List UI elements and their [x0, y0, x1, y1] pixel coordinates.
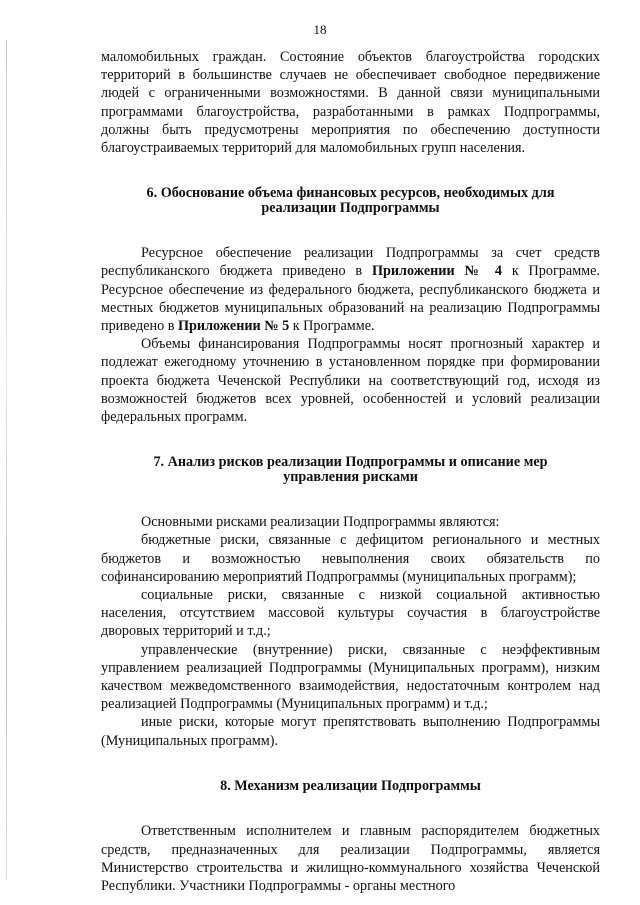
text-run: к Программе. Ресурсное обеспечение из федерального бюджета, республиканского бюджета и местных бюджетов муниципальных образований на реализацию Подпрограммы приведено в — [101, 263, 600, 335]
intro-paragraph: маломобильных граждан. Состояние объектов благоустройства городских территорий в большинстве случаев не обеспечивает свободное передвижение людей с ограниченными возможностями. В данной связи муниципальными программами благоустройства, разработанными в рамках Подпрограммы, должны быть предусмотрены мероприятия по обеспечению доступности благоустраиваемых территорий для маломобильных групп населения. — [101, 49, 600, 157]
section-7-paragraph-2: бюджетные риски, связанные с дефицитом регионального и местных бюджетов и возможностью невыполнения своих обязательств по софинансированию мероприятий Подпрограммы (муниципальных программ); — [101, 532, 600, 585]
section-6-paragraph-1 — [101, 244, 600, 335]
appendix-5-reference: Приложении № 5 — [178, 318, 290, 335]
document-body — [101, 48, 600, 895]
scan-edge-line — [6, 40, 7, 880]
text-run: Ресурсное обеспечение реализации Подпрограммы за счет средств республиканского бюджета приведено в — [101, 245, 600, 280]
section-7-paragraph-4: управленческие (внутренние) риски, связанные с неэффективным управлением реализацией Подпрограммы (Муниципальных программ), низким качеством межведомственного взаимодействия, недостаточным контролем над реализацией Подпрограммы (Муниципальных программ) и т.д.; — [101, 641, 600, 713]
section-7-paragraph-5: иные риски, которые могут препятствовать выполнению Подпрограммы (Муниципальных программ). — [101, 714, 600, 749]
section-7-paragraph-3: социальные риски, связанные с низкой социальной активностью населения, отсутствием массовой культуры соучастия в благоустройстве дворовых территорий и т.д.; — [101, 587, 600, 640]
section-7-paragraph-1: Основными рисками реализации Подпрограммы являются: — [141, 514, 500, 531]
section-8-heading: 8. Механизм реализации Подпрограммы — [220, 777, 481, 794]
text-run: к Программе. — [289, 318, 375, 335]
section-6-heading: 6. Обоснование объема финансовых ресурсов, необходимых для реализации Подпрограммы — [146, 185, 555, 216]
section-7-heading: 7. Анализ рисков реализации Подпрограммы и описание мер управления рисками — [153, 454, 548, 485]
section-8-paragraph-1: Ответственным исполнителем и главным распорядителем бюджетных средств, предназначенных для реализации Подпрограммы, является Министерство строительства и жилищно-коммунального хозяйства Чеченской Республики. Участники Подпрограммы - органы местного — [101, 823, 600, 894]
appendix-4-reference: Приложении № 4 — [371, 263, 502, 280]
section-6-paragraph-2: Объемы финансирования Подпрограммы носят прогнозный характер и подлежат ежегодному уточнению в установленном порядке при формировании проекта бюджета Чеченской Республики на соответствующий год, исходя из возможностей бюджетов всех уровней, особенностей и условий реализации федеральных программ. — [101, 336, 600, 426]
page-number: 18 — [313, 22, 327, 37]
